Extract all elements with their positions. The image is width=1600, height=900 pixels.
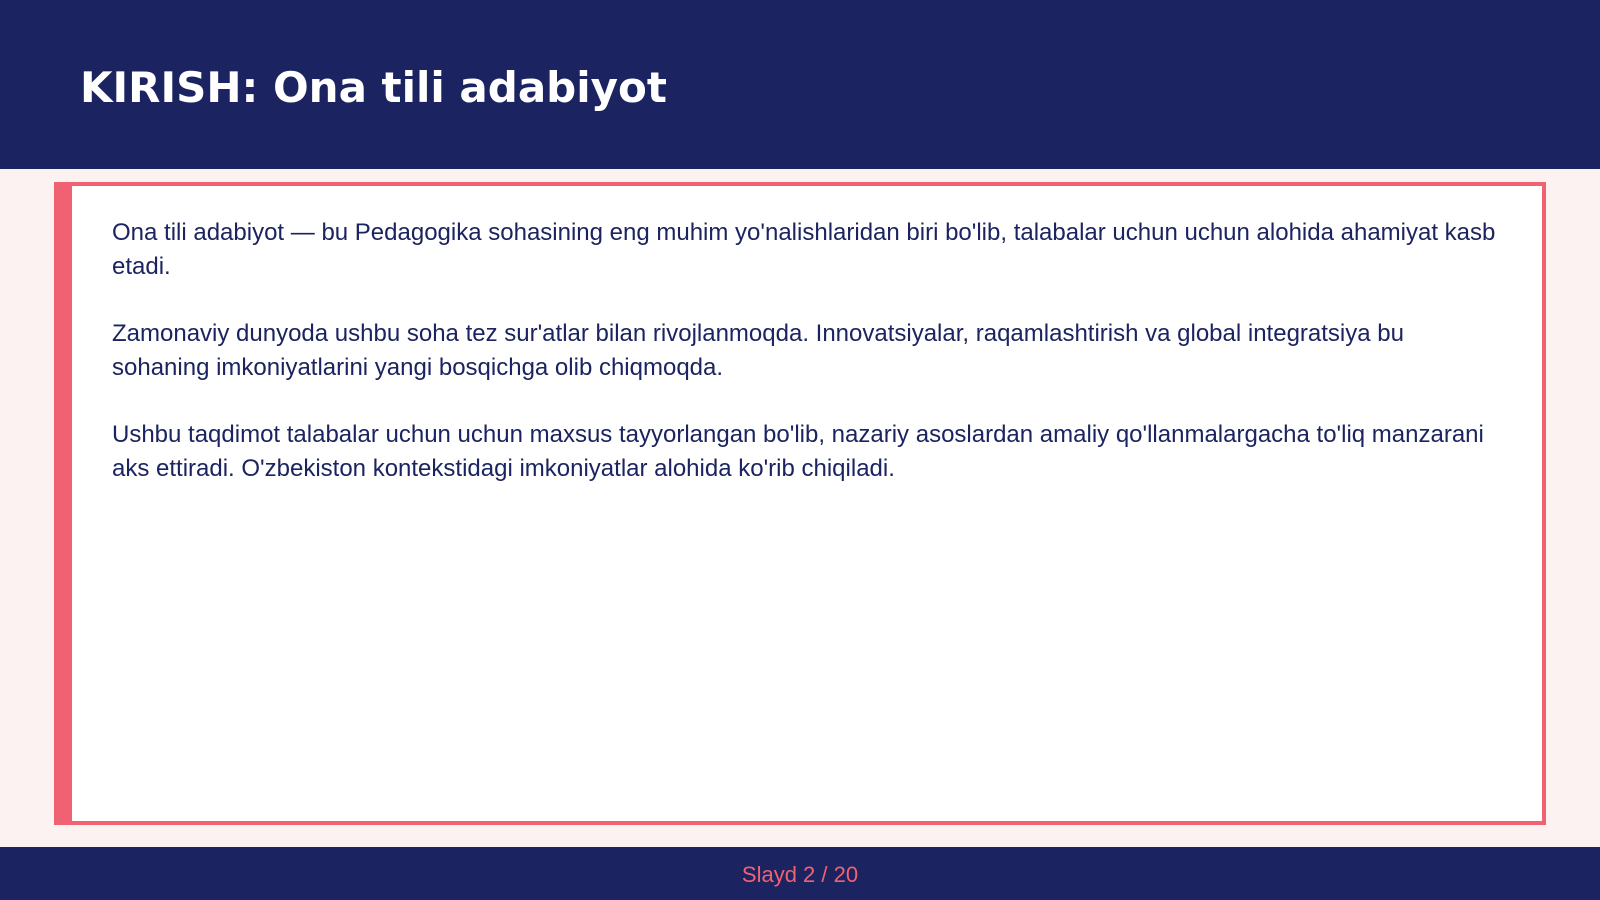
paragraph-modern-world: Zamonaviy dunyoda ushbu soha tez sur'atlar bilan rivojlanmoqda. Innovatsiyalar, raqamlashtirish va global integratsiya bu sohaning imkoniyatlarini yangi bosqichga olib chiqmoqda. xyxy=(112,320,1404,381)
slide-footer xyxy=(0,847,1600,900)
slide-number: Slayd 2 / 20 xyxy=(741,862,859,887)
slide-header xyxy=(0,0,1600,169)
content-card xyxy=(54,182,1546,825)
paragraph-intro: Ona tili adabiyot — bu Pedagogika sohasining eng muhim yo'nalishlaridan biri bo'lib, talabalar uchun uchun alohida ahamiyat kasb etadi. xyxy=(112,219,1496,280)
slide-title: KIRISH: Ona tili adabiyot xyxy=(80,63,667,112)
paragraph-presentation-purpose: Ushbu taqdimot talabalar uchun uchun maxsus tayyorlangan bo'lib, nazariy asoslardan amaliy qo'llanmalargacha to'liq manzarani aks ettiradi. O'zbekiston kontekstidagi imkoniyatlar alohida ko'rib chiqiladi. xyxy=(112,421,1484,482)
content-text xyxy=(112,216,1502,519)
